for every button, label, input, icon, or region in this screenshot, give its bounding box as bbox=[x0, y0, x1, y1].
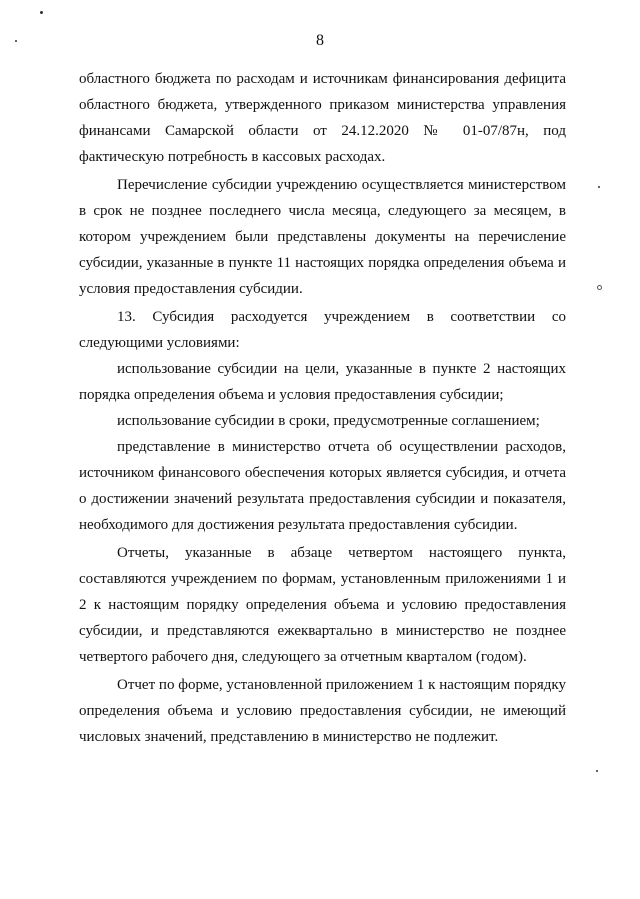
paragraph-2: Перечисление субсидии учреждению осуществляется министерством в срок не позднее последнего числа месяца, следующего за месяцем, в котором учреждением были представлены документы на перечисление субсидии, указанные в пункте 11 настоящих порядка определения объема и условия предоставления субсидии. bbox=[79, 177, 566, 297]
paragraph-5: использование субсидии в сроки, предусмотренные соглашением; bbox=[117, 413, 540, 429]
scan-speck bbox=[15, 40, 17, 42]
scan-speck bbox=[597, 285, 602, 290]
scan-speck bbox=[596, 770, 598, 772]
paragraph-1: областного бюджета по расходам и источникам финансирования дефицита областного бюджета, утвержденного приказом министерства управления финансами Самарской области от 24.12.2020 № 01-07/87н, под фактическую потребность в кассовых расходах. bbox=[79, 71, 566, 165]
scan-speck bbox=[598, 186, 600, 188]
paragraph-4: использование субсидии на цели, указанные в пункте 2 настоящих порядка определения объема и условия предоставления субсидии; bbox=[79, 361, 566, 403]
paragraph-3: 13. Субсидия расходуется учреждением в соответствии со следующими условиями: bbox=[79, 309, 566, 351]
paragraph-6: представление в министерство отчета об осуществлении расходов, источником финансового обеспечения которых является субсидия, и отчета о достижении значений результата предоставления субсидии и показателя, необходимого для достижения результата предоставления субсидии. bbox=[79, 439, 566, 533]
scan-speck bbox=[40, 11, 43, 14]
paragraph-7: Отчеты, указанные в абзаце четвертом настоящего пункта, составляются учреждением по формам, установленным приложениями 1 и 2 к настоящим порядку определения объема и условию предоставления субсидии, и представляются ежеквартально в министерство не позднее четвертого рабочего дня, следующего за отчетным кварталом (годом). bbox=[79, 545, 566, 665]
paragraph-8: Отчет по форме, установленной приложением 1 к настоящим порядку определения объема и условию предоставления субсидии, не имеющий числовых значений, представлению в министерство не подлежит. bbox=[79, 677, 566, 745]
document-body bbox=[79, 66, 566, 750]
page-number: 8 bbox=[316, 32, 324, 49]
